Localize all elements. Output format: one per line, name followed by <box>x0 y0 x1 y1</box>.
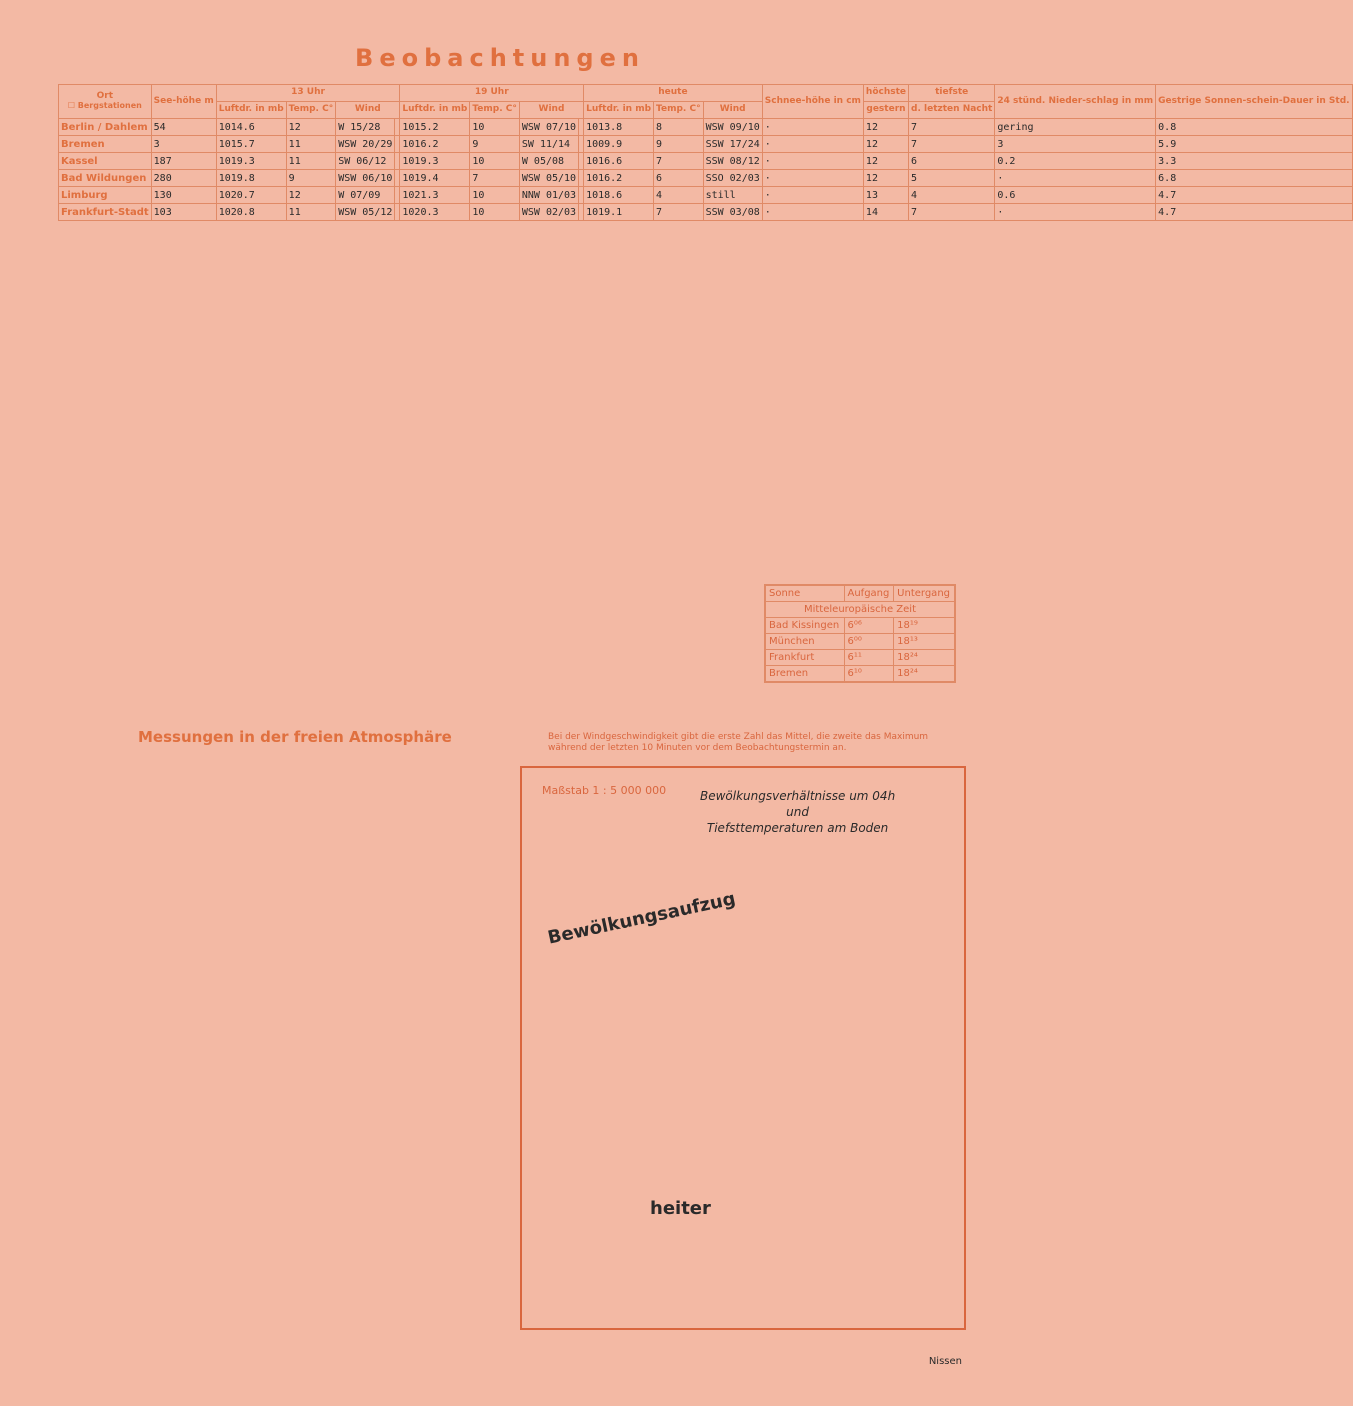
station-row <box>59 119 1353 136</box>
cell-p19: 1020.3 <box>400 204 470 221</box>
cell-snow: · <box>762 119 863 136</box>
h-luftdr-19: Luftdr. in mb <box>400 102 470 119</box>
cell-p13: 1020.8 <box>216 204 286 221</box>
sun-city: Bad Kissingen <box>766 618 845 634</box>
sun-row <box>766 618 955 634</box>
cell-min: 6 <box>909 153 995 170</box>
sun-city: Bremen <box>766 666 845 682</box>
cell-p7: 1016.2 <box>584 170 654 187</box>
cell-w7: WSW 09/10 <box>703 119 762 136</box>
cell-w13: W 07/09 <box>336 187 395 204</box>
cell-t13: 11 <box>286 204 336 221</box>
cell-p7: 1018.6 <box>584 187 654 204</box>
h-luftdr-7: Luftdr. in mb <box>584 102 654 119</box>
cell-h: 54 <box>151 119 216 136</box>
cell-p7: 1013.8 <box>584 119 654 136</box>
sun-row <box>766 650 955 666</box>
cell-name: Berlin / Dahlem <box>59 119 152 136</box>
col-hoechste: höchste <box>863 85 908 102</box>
cell-p7: 1019.1 <box>584 204 654 221</box>
cell-max: 13 <box>863 187 908 204</box>
cell-w7: still <box>703 187 762 204</box>
cell-h: 3 <box>151 136 216 153</box>
cell-sun: 4.7 <box>1156 204 1352 221</box>
cell-max: 12 <box>863 119 908 136</box>
sun-untergang: Untergang <box>894 586 955 602</box>
sun-rise: 6¹⁰ <box>844 666 894 682</box>
col-niederschlag: 24 stünd. Nieder-schlag in mm <box>995 85 1156 119</box>
cell-t7: 7 <box>654 204 704 221</box>
col-13uhr: 13 Uhr <box>216 85 400 102</box>
word-cloud: Bewölkungsaufzug <box>545 888 738 949</box>
cell-w7: SSW 17/24 <box>703 136 762 153</box>
cell-p13: 1020.7 <box>216 187 286 204</box>
cell-sun: 6.8 <box>1156 170 1352 187</box>
h-wind-7: Wind <box>703 102 762 119</box>
cell-min: 7 <box>909 119 995 136</box>
h-temp-19: Temp. C° <box>470 102 520 119</box>
cell-p7: 1009.9 <box>584 136 654 153</box>
cell-p7: 1016.6 <box>584 153 654 170</box>
cell-p19: 1019.4 <box>400 170 470 187</box>
cell-p19: 1016.2 <box>400 136 470 153</box>
sun-set: 18¹⁹ <box>894 618 955 634</box>
cell-rain: · <box>995 170 1156 187</box>
station-row <box>59 187 1353 204</box>
cell-sun: 5.9 <box>1156 136 1352 153</box>
col-tiefste: tiefste <box>909 85 995 102</box>
cell-t13: 9 <box>286 170 336 187</box>
cell-p19: 1019.3 <box>400 153 470 170</box>
col-schnee: Schnee-höhe in cm <box>762 85 863 119</box>
cell-t7: 8 <box>654 119 704 136</box>
cell-rain: gering <box>995 119 1156 136</box>
cell-w13: WSW 20/29 <box>336 136 395 153</box>
observations-table <box>58 84 1353 221</box>
cell-max: 14 <box>863 204 908 221</box>
map-scale: Maßstab 1 : 5 000 000 <box>542 784 667 797</box>
cell-t19: 10 <box>470 187 520 204</box>
cell-name: Limburg <box>59 187 152 204</box>
cell-p19: 1021.3 <box>400 187 470 204</box>
cell-t7: 4 <box>654 187 704 204</box>
cell-t13: 11 <box>286 153 336 170</box>
cell-w19: SW 11/14 <box>519 136 578 153</box>
cell-t7: 6 <box>654 170 704 187</box>
chart-title: Messungen in der freien Atmosphäre <box>138 728 452 746</box>
cell-rain: 0.2 <box>995 153 1156 170</box>
h-min-nacht: d. letzten Nacht <box>909 102 995 119</box>
station-row <box>59 153 1353 170</box>
cell-w13: WSW 06/10 <box>336 170 395 187</box>
cell-p13: 1014.6 <box>216 119 286 136</box>
cell-t19: 10 <box>470 204 520 221</box>
cell-name: Kassel <box>59 153 152 170</box>
cell-rain: 3 <box>995 136 1156 153</box>
cell-snow: · <box>762 187 863 204</box>
cell-rain: 0.6 <box>995 187 1156 204</box>
cell-w19: WSW 05/10 <box>519 170 578 187</box>
h-wind-13: Wind <box>336 102 400 119</box>
cell-snow: · <box>762 170 863 187</box>
cell-min: 7 <box>909 204 995 221</box>
cell-t19: 10 <box>470 153 520 170</box>
sun-row <box>766 666 955 682</box>
sun-set: 18²⁴ <box>894 650 955 666</box>
sun-rise: 6⁰⁰ <box>844 634 894 650</box>
col-sonnenschein: Gestrige Sonnen-schein-Dauer in Std. <box>1156 85 1352 119</box>
cell-w13: SW 06/12 <box>336 153 395 170</box>
cell-min: 5 <box>909 170 995 187</box>
col-seehoehe: See-höhe m <box>151 85 216 119</box>
cell-t7: 9 <box>654 136 704 153</box>
cell-w13: W 15/28 <box>336 119 395 136</box>
cell-rain: · <box>995 204 1156 221</box>
cell-t13: 12 <box>286 187 336 204</box>
col-heute: heute <box>584 85 763 102</box>
cell-max: 12 <box>863 136 908 153</box>
cell-w19: WSW 07/10 <box>519 119 578 136</box>
cell-min: 7 <box>909 136 995 153</box>
sun-rise: 6⁰⁶ <box>844 618 894 634</box>
map-title: Bewölkungsverhältnisse um 04h und Tiefsttemperaturen am Boden <box>700 789 896 836</box>
cell-t13: 11 <box>286 136 336 153</box>
cloud-map <box>520 766 966 1330</box>
h-luftdr-13: Luftdr. in mb <box>216 102 286 119</box>
sun-city: Frankfurt <box>766 650 845 666</box>
word-clear: heiter <box>650 1198 711 1219</box>
h-temp-7: Temp. C° <box>654 102 704 119</box>
cell-w7: SSW 03/08 <box>703 204 762 221</box>
h-max-gestern: gestern <box>863 102 908 119</box>
cell-t13: 12 <box>286 119 336 136</box>
sun-city: München <box>766 634 845 650</box>
cell-snow: · <box>762 204 863 221</box>
sun-aufgang: Aufgang <box>844 586 894 602</box>
cell-h: 280 <box>151 170 216 187</box>
cell-name: Frankfurt-Stadt <box>59 204 152 221</box>
station-rows <box>59 119 1353 221</box>
cell-p13: 1015.7 <box>216 136 286 153</box>
sun-rise: 6¹¹ <box>844 650 894 666</box>
cell-p13: 1019.3 <box>216 153 286 170</box>
cell-sun: 4.7 <box>1156 187 1352 204</box>
cell-t19: 7 <box>470 170 520 187</box>
cell-snow: · <box>762 136 863 153</box>
cell-h: 187 <box>151 153 216 170</box>
cell-t19: 10 <box>470 119 520 136</box>
page-title: Beobachtungen <box>355 44 645 72</box>
sun-table <box>764 584 956 683</box>
h-wind-19: Wind <box>519 102 583 119</box>
cell-p13: 1019.8 <box>216 170 286 187</box>
sun-set: 18²⁴ <box>894 666 955 682</box>
cell-w13: WSW 05/12 <box>336 204 395 221</box>
h-temp-13: Temp. C° <box>286 102 336 119</box>
cell-w7: SSO 02/03 <box>703 170 762 187</box>
cell-max: 12 <box>863 170 908 187</box>
cell-p19: 1015.2 <box>400 119 470 136</box>
wind-note: Bei der Windgeschwindigkeit gibt die erste Zahl das Mittel, die zweite das Maximum während der letzten 10 Minuten vor dem Beobachtungstermin an. <box>548 732 929 754</box>
station-row <box>59 204 1353 221</box>
station-row <box>59 170 1353 187</box>
cell-sun: 0.8 <box>1156 119 1352 136</box>
cell-max: 12 <box>863 153 908 170</box>
station-row <box>59 136 1353 153</box>
cell-t19: 9 <box>470 136 520 153</box>
sun-row <box>766 634 955 650</box>
cell-snow: · <box>762 153 863 170</box>
cell-name: Bad Wildungen <box>59 170 152 187</box>
sun-set: 18¹³ <box>894 634 955 650</box>
cell-w19: W 05/08 <box>519 153 578 170</box>
cell-sun: 3.3 <box>1156 153 1352 170</box>
cell-min: 4 <box>909 187 995 204</box>
cell-w7: SSW 08/12 <box>703 153 762 170</box>
col-ort: Ort ☐ Bergstationen <box>59 85 152 119</box>
sun-title: Sonne <box>766 586 845 602</box>
cell-t7: 7 <box>654 153 704 170</box>
signature: Nissen <box>928 1356 962 1367</box>
cell-name: Bremen <box>59 136 152 153</box>
cell-w19: NNW 01/03 <box>519 187 578 204</box>
cell-h: 130 <box>151 187 216 204</box>
cell-h: 103 <box>151 204 216 221</box>
cell-w19: WSW 02/03 <box>519 204 578 221</box>
col-19uhr: 19 Uhr <box>400 85 584 102</box>
sun-zone: Mitteleuropäische Zeit <box>766 602 955 618</box>
